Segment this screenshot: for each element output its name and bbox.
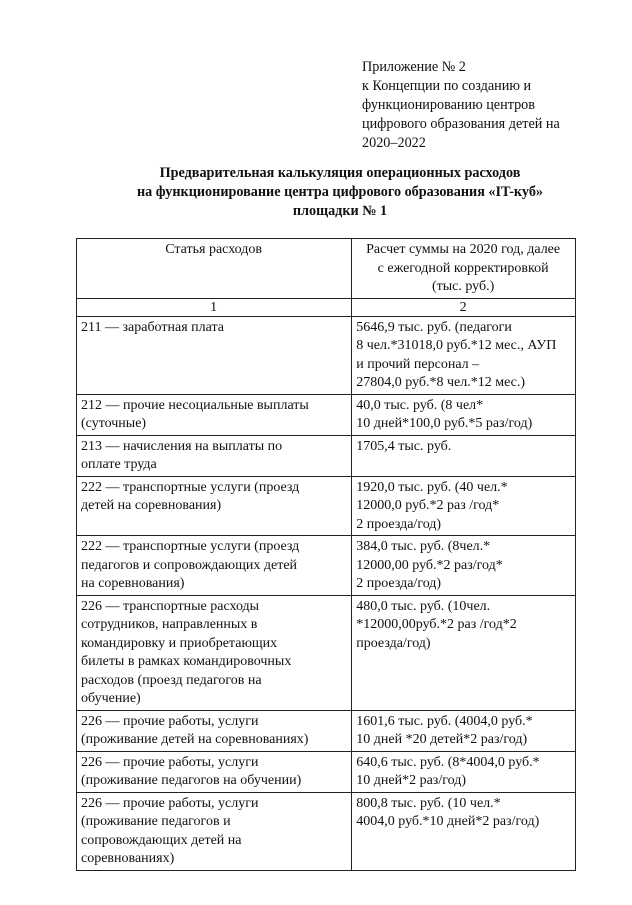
expense-item-line: (проживание педагогов на обучении) — [81, 773, 302, 788]
expense-item-cell — [77, 595, 352, 710]
expense-item-line: на соревнования) — [81, 576, 185, 591]
calculation-line: 1920,0 тыс. руб. (40 чел.* — [356, 479, 508, 495]
header-text: (тыс. руб.) — [431, 279, 495, 294]
expense-item-line: (суточные) — [81, 416, 147, 431]
expense-item-line: 226 — прочие работы, услуги — [81, 713, 259, 729]
calculation-cell — [352, 536, 576, 596]
calculation-cell — [352, 595, 576, 710]
expense-item-cell — [77, 751, 352, 792]
calculation-line: 40,0 тыс. руб. (8 чел* — [356, 397, 484, 413]
expense-item-line: 226 — прочие работы, услуги — [81, 795, 259, 811]
calculation-cell — [352, 751, 576, 792]
expense-table — [76, 238, 576, 871]
calculation-line: 10 дней*2 раз/год) — [356, 773, 466, 788]
table-body — [77, 316, 576, 870]
appendix-line: функционированию центров — [362, 97, 535, 113]
calculation-cell — [352, 792, 576, 870]
expense-item-cell — [77, 476, 352, 536]
expense-item-line: 222 — транспортные услуги (проезд — [81, 479, 300, 495]
column-number: 2 — [352, 298, 576, 316]
table-row — [77, 536, 576, 596]
expense-item-line: сотрудников, направленных в — [81, 617, 258, 632]
expense-item-line: детей на соревнования) — [81, 498, 222, 513]
expense-item-line: 211 — заработная плата — [81, 319, 224, 335]
expense-item-line: 226 — прочие работы, услуги — [81, 754, 259, 770]
expense-item-line: обучение) — [81, 691, 141, 706]
expense-item-line: 226 — транспортные расходы — [81, 598, 260, 614]
calculation-line: 8 чел.*31018,0 руб.*12 мес., АУП — [356, 338, 557, 353]
expense-item-cell — [77, 792, 352, 870]
appendix-line: к Концепции по созданию и — [362, 78, 532, 94]
expense-item-line: сопровождающих детей на — [81, 832, 242, 848]
calculation-line: и прочий персонал – — [356, 356, 480, 372]
header-expense-item — [77, 239, 352, 299]
calculation-line: 640,6 тыс. руб. (8*4004,0 руб.* — [356, 754, 540, 770]
appendix-line: 2020–2022 — [362, 135, 426, 151]
table-row — [77, 316, 576, 394]
header-text: с ежегодной корректировкой — [377, 260, 549, 276]
expense-item-cell — [77, 316, 352, 394]
header-calculation — [352, 239, 576, 299]
title-line: площадки № 1 — [292, 203, 388, 219]
table-row — [77, 595, 576, 710]
appendix-line: Приложение № 2 — [362, 59, 466, 75]
expense-item-cell — [77, 710, 352, 751]
header-text: Статья расходов — [165, 242, 263, 257]
calculation-line: проезда/год) — [356, 635, 431, 651]
table-row — [77, 751, 576, 792]
expense-item-cell — [77, 536, 352, 596]
table-row — [77, 435, 576, 476]
calculation-cell — [352, 316, 576, 394]
calculation-line: 5646,9 тыс. руб. (педагоги — [356, 319, 512, 335]
calculation-line: 1705,4 тыс. руб. — [356, 438, 452, 454]
calculation-line: 800,8 тыс. руб. (10 чел.* — [356, 795, 501, 811]
calculation-cell — [352, 435, 576, 476]
calculation-line: 1601,6 тыс. руб. (4004,0 руб.* — [356, 713, 533, 729]
calculation-line: 12000,00 руб.*2 раз/год* — [356, 557, 503, 573]
table-row — [77, 394, 576, 435]
calculation-line: 10 дней *20 детей*2 раз/год) — [356, 732, 528, 747]
expense-item-cell — [77, 435, 352, 476]
header-text: Расчет суммы на 2020 год, далее — [366, 242, 561, 257]
expense-item-line: соревнованиях) — [81, 851, 175, 866]
expense-item-line: педагогов и сопровождающих детей — [81, 557, 298, 573]
appendix-line: цифрового образования детей на — [362, 116, 560, 132]
expense-item-line: 222 — транспортные услуги (проезд — [81, 539, 300, 554]
title-line: Предварительная калькуляция операционных расходов — [159, 165, 521, 181]
expense-item-line: билеты в рамках командировочных — [81, 654, 292, 669]
table-row — [77, 792, 576, 870]
calculation-cell — [352, 394, 576, 435]
calculation-line: 480,0 тыс. руб. (10чел. — [356, 598, 491, 614]
column-number-row — [77, 298, 576, 316]
calculation-line: *12000,00руб.*2 раз /год*2 — [356, 617, 517, 632]
column-number: 1 — [77, 298, 352, 316]
calculation-line: 2 проезда/год) — [356, 576, 442, 591]
document-title — [60, 164, 620, 221]
table-header-row — [77, 239, 576, 299]
expense-item-line: расходов (проезд педагогов на — [81, 672, 262, 688]
calculation-cell — [352, 710, 576, 751]
calculation-line: 384,0 тыс. руб. (8чел.* — [356, 539, 491, 554]
appendix-reference — [362, 58, 622, 153]
expense-item-line: (проживание педагогов и — [81, 814, 231, 829]
calculation-line: 27804,0 руб.*8 чел.*12 мес.) — [356, 375, 526, 390]
title-line: на функционирование центра цифрового образования «IT-куб» — [136, 184, 544, 200]
calculation-line: 12000,0 руб.*2 раз /год* — [356, 498, 500, 513]
expense-item-cell — [77, 394, 352, 435]
expense-item-line: оплате труда — [81, 457, 157, 472]
table-row — [77, 710, 576, 751]
expense-item-line: (проживание детей на соревнованиях) — [81, 732, 309, 747]
calculation-line: 4004,0 руб.*10 дней*2 раз/год) — [356, 814, 540, 829]
calculation-line: 10 дней*100,0 руб.*5 раз/год) — [356, 416, 533, 431]
table-row — [77, 476, 576, 536]
expense-item-line: командировку и приобретающих — [81, 635, 278, 651]
calculation-line: 2 проезда/год) — [356, 516, 442, 532]
expense-item-line: 213 — начисления на выплаты по — [81, 438, 283, 454]
expense-item-line: 212 — прочие несоциальные выплаты — [81, 397, 309, 413]
calculation-cell — [352, 476, 576, 536]
